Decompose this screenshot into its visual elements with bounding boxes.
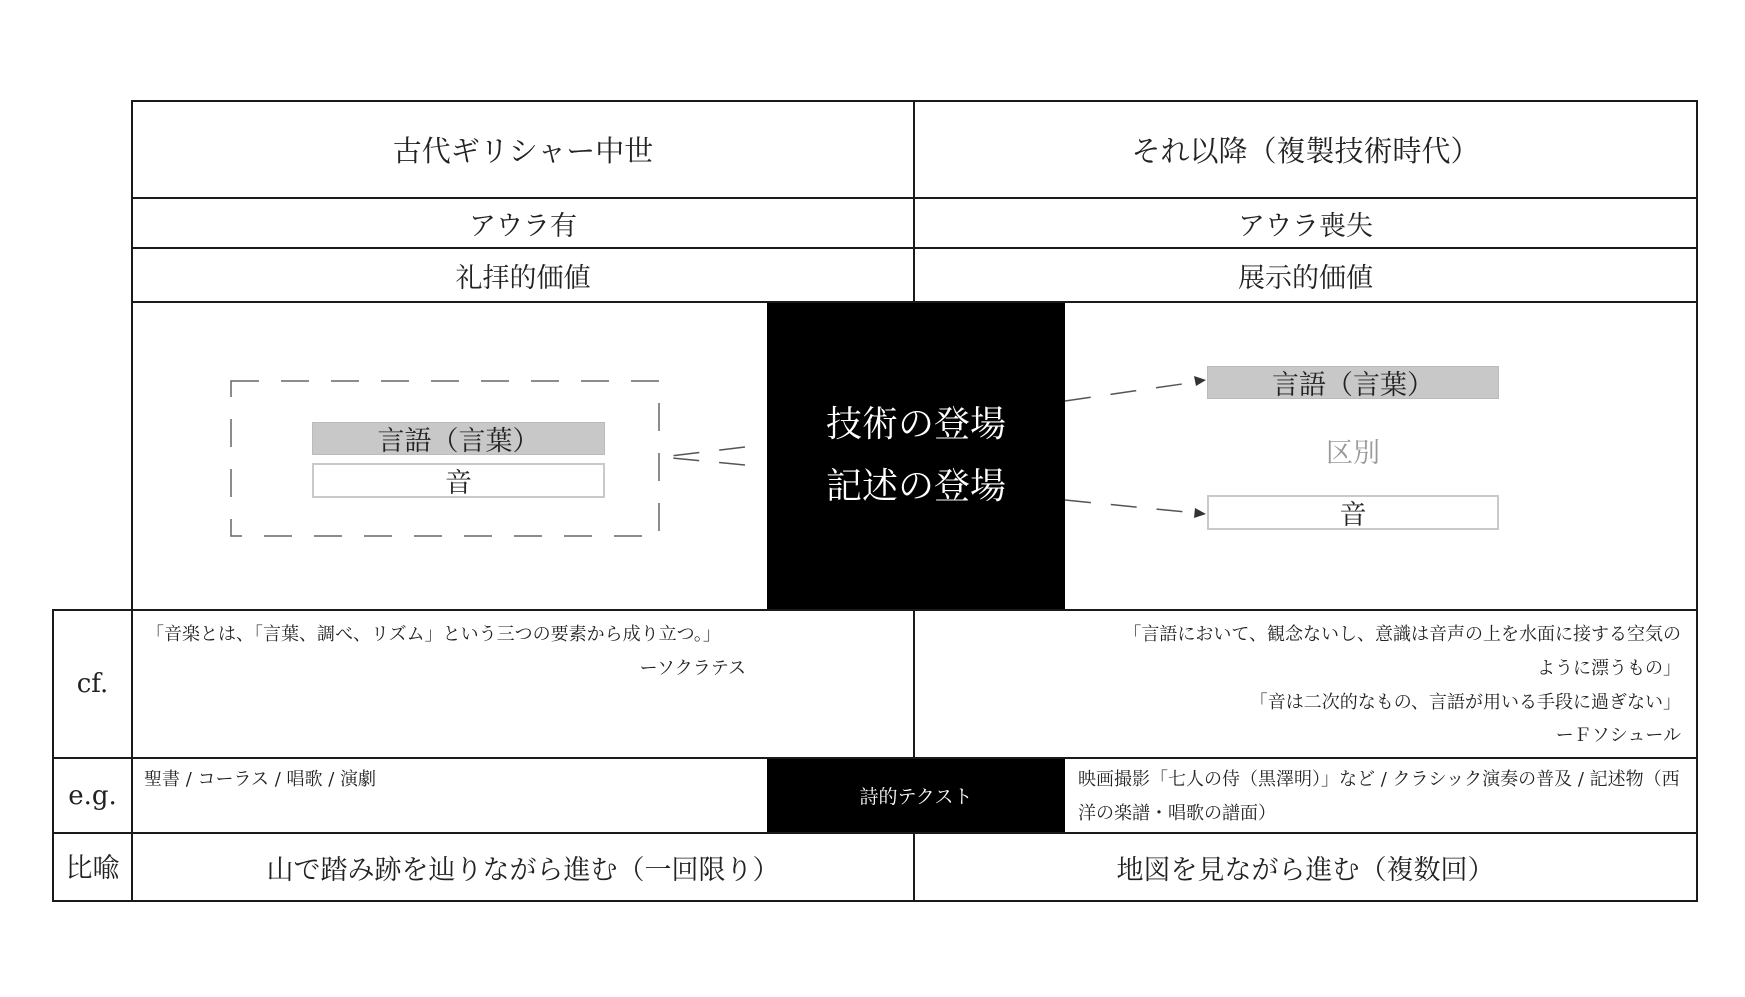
eg-modern-examples-1: 映画撮影「七人の侍（黒澤明）」など / クラシック演奏の普及 / 記述物（西	[1078, 769, 1680, 790]
metaphor-ancient: 山で踏み跡を辿りながら進む（一回限り）	[266, 854, 780, 886]
socrates-author: ーソクラテス	[639, 658, 746, 679]
technology-appearance-text: 技術の登場	[825, 404, 1006, 445]
saussure-quote-1: 「言語において、観念ないし、意識は音声の上を水面に接する空気の	[1123, 624, 1681, 645]
right-sound-box: 音	[1207, 495, 1499, 530]
header-modern: それ以降（複製技術時代）	[1131, 134, 1480, 168]
dashed-group-box	[231, 381, 659, 536]
metaphor-label: 比喩	[65, 853, 120, 884]
arrowhead-right-lower	[1194, 508, 1206, 518]
metaphor-modern: 地図を見ながら進む（複数回）	[1116, 854, 1495, 886]
left-language-box: 言語（言葉）	[312, 422, 605, 455]
arrow-line-right-upper	[1065, 382, 1196, 401]
cf-label: cf.	[76, 669, 109, 699]
eg-label: e.g.	[68, 780, 117, 811]
distinction-label: 区別	[1326, 437, 1380, 469]
eg-modern-examples-2: 洋の楽譜・唱歌の譜面）	[1078, 803, 1276, 824]
exhibition-value: 展示的価値	[1238, 262, 1373, 294]
eg-ancient-examples: 聖書 / コーラス / 唱歌 / 演劇	[144, 769, 376, 790]
poetic-text-label: 詩的テクスト	[859, 786, 973, 808]
saussure-author: ーＦソシュール	[1555, 725, 1681, 746]
aura-lost: アウラ喪失	[1238, 210, 1373, 242]
left-sound-box: 音	[312, 463, 605, 498]
saussure-quote-3: 「音は二次的なもの、言語が用いる手段に過ぎない」	[1249, 692, 1681, 713]
arrow-line-right-lower	[1065, 500, 1196, 513]
cult-value: 礼拝的価値	[455, 262, 591, 294]
arrow-line-left-upper	[662, 447, 745, 457]
saussure-quote-2: ように漂うもの」	[1537, 658, 1681, 679]
socrates-quote: 「音楽とは、「言葉、調べ、リズム」という三つの要素から成り立つ。」	[146, 624, 721, 645]
arrow-line-left-lower	[662, 457, 745, 465]
aura-present: アウラ有	[469, 210, 577, 242]
header-ancient: 古代ギリシャー中世	[392, 134, 654, 168]
arrowhead-right-upper	[1194, 376, 1206, 386]
writing-appearance-text: 記述の登場	[825, 466, 1006, 507]
right-language-box: 言語（言葉）	[1207, 366, 1499, 399]
